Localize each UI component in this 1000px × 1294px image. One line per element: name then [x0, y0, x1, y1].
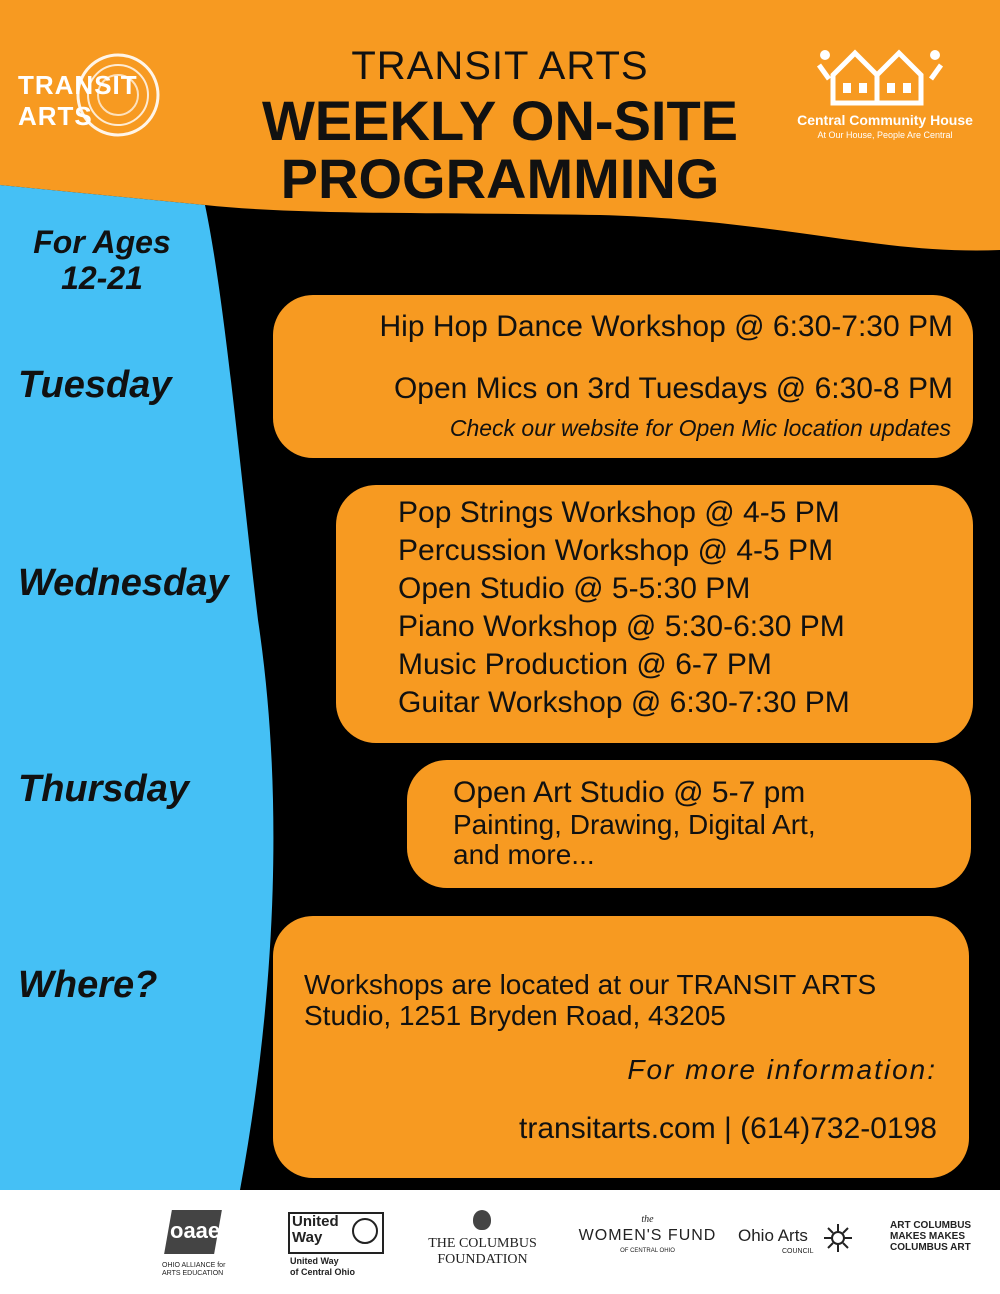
oac-sub: COUNCIL	[782, 1248, 814, 1255]
tuesday-item-2: Open Mics on 3rd Tuesdays @ 6:30-8 PM	[393, 372, 953, 405]
logo-text: TRANSIT ARTS	[18, 70, 138, 131]
uw-caption: United Way of Central Ohio	[290, 1256, 355, 1277]
tuesday-note: Check our website for Open Mic location updates	[449, 415, 951, 441]
wednesday-item: Open Studio @ 5-5:30 PM	[398, 572, 751, 605]
wednesday-item: Percussion Workshop @ 4-5 PM	[398, 534, 834, 567]
thursday-title: Open Art Studio @ 5-7 pm	[453, 776, 806, 809]
day-where: Where?	[18, 964, 158, 1006]
wf-main: WOMEN'S FUND	[578, 1227, 717, 1244]
acm-line-2: MAKES MAKES	[890, 1231, 966, 1242]
oaae-mark: oaae	[170, 1218, 221, 1243]
acorn-icon	[473, 1210, 491, 1230]
thursday-desc-1: Painting, Drawing, Digital Art,	[453, 809, 816, 840]
contact-info: transitarts.com | (614)732-0198	[519, 1112, 937, 1145]
blue-panel	[0, 185, 273, 1190]
logo-name: Central Community House	[797, 112, 973, 128]
sponsor-columbus-foundation	[425, 1210, 540, 1280]
central-community-house-logo	[785, 45, 985, 145]
houses-icon	[785, 45, 985, 109]
where-line-2: Studio, 1251 Bryden Road, 43205	[304, 1000, 726, 1031]
logo-tagline: At Our House, People Are Central	[817, 130, 953, 140]
page-title	[230, 89, 770, 210]
title-line-2: PROGRAMMING	[280, 147, 720, 210]
more-info-label: For more information:	[627, 1054, 937, 1085]
sponsor-art-makes-columbus	[890, 1220, 980, 1260]
oaae-caption: OHIO ALLIANCE for ARTS EDUCATION	[162, 1262, 226, 1277]
ages-label	[22, 224, 182, 296]
wednesday-item: Pop Strings Workshop @ 4-5 PM	[398, 496, 840, 529]
oac-main: Ohio Arts	[738, 1226, 808, 1245]
wf-small: the	[641, 1214, 654, 1225]
wednesday-item: Guitar Workshop @ 6:30-7:30 PM	[398, 686, 850, 719]
sponsor-united-way	[288, 1212, 388, 1282]
thursday-box	[407, 760, 971, 888]
ages-line-2: 12-21	[61, 260, 143, 296]
acm-line-1: ART COLUMBUS	[890, 1220, 972, 1231]
acm-line-3: COLUMBUS ART	[890, 1242, 971, 1253]
header-top-line: TRANSIT ARTS	[351, 44, 649, 88]
day-wednesday: Wednesday	[18, 562, 229, 604]
transit-arts-logo	[18, 50, 178, 140]
ages-line-1: For Ages	[33, 224, 171, 260]
where-line-1: Workshops are located at our TRANSIT ARTS	[304, 969, 877, 1000]
tuesday-box	[273, 295, 973, 458]
wednesday-item: Music Production @ 6-7 PM	[398, 648, 772, 681]
sponsor-oaae	[160, 1210, 240, 1280]
title-line-1: WEEKLY ON-SITE	[261, 89, 739, 152]
wf-sub: OF CENTRAL OHIO	[620, 1248, 675, 1254]
where-box	[273, 916, 969, 1178]
uw-mark: United Way	[292, 1213, 339, 1246]
wednesday-box	[336, 485, 973, 743]
wednesday-item: Piano Workshop @ 5:30-6:30 PM	[398, 610, 845, 643]
day-tuesday: Tuesday	[18, 364, 172, 406]
day-thursday: Thursday	[18, 768, 190, 810]
uw-hand-icon	[352, 1218, 378, 1244]
sponsor-ohio-arts-council	[738, 1222, 858, 1262]
thursday-desc-2: and more...	[453, 839, 595, 870]
cf-line-1: THE COLUMBUS	[428, 1236, 537, 1251]
tuesday-item-1: Hip Hop Dance Workshop @ 6:30-7:30 PM	[379, 310, 953, 343]
cf-line-2: FOUNDATION	[437, 1252, 528, 1267]
sponsor-womens-fund	[575, 1214, 720, 1264]
oac-star-icon	[822, 1222, 854, 1254]
